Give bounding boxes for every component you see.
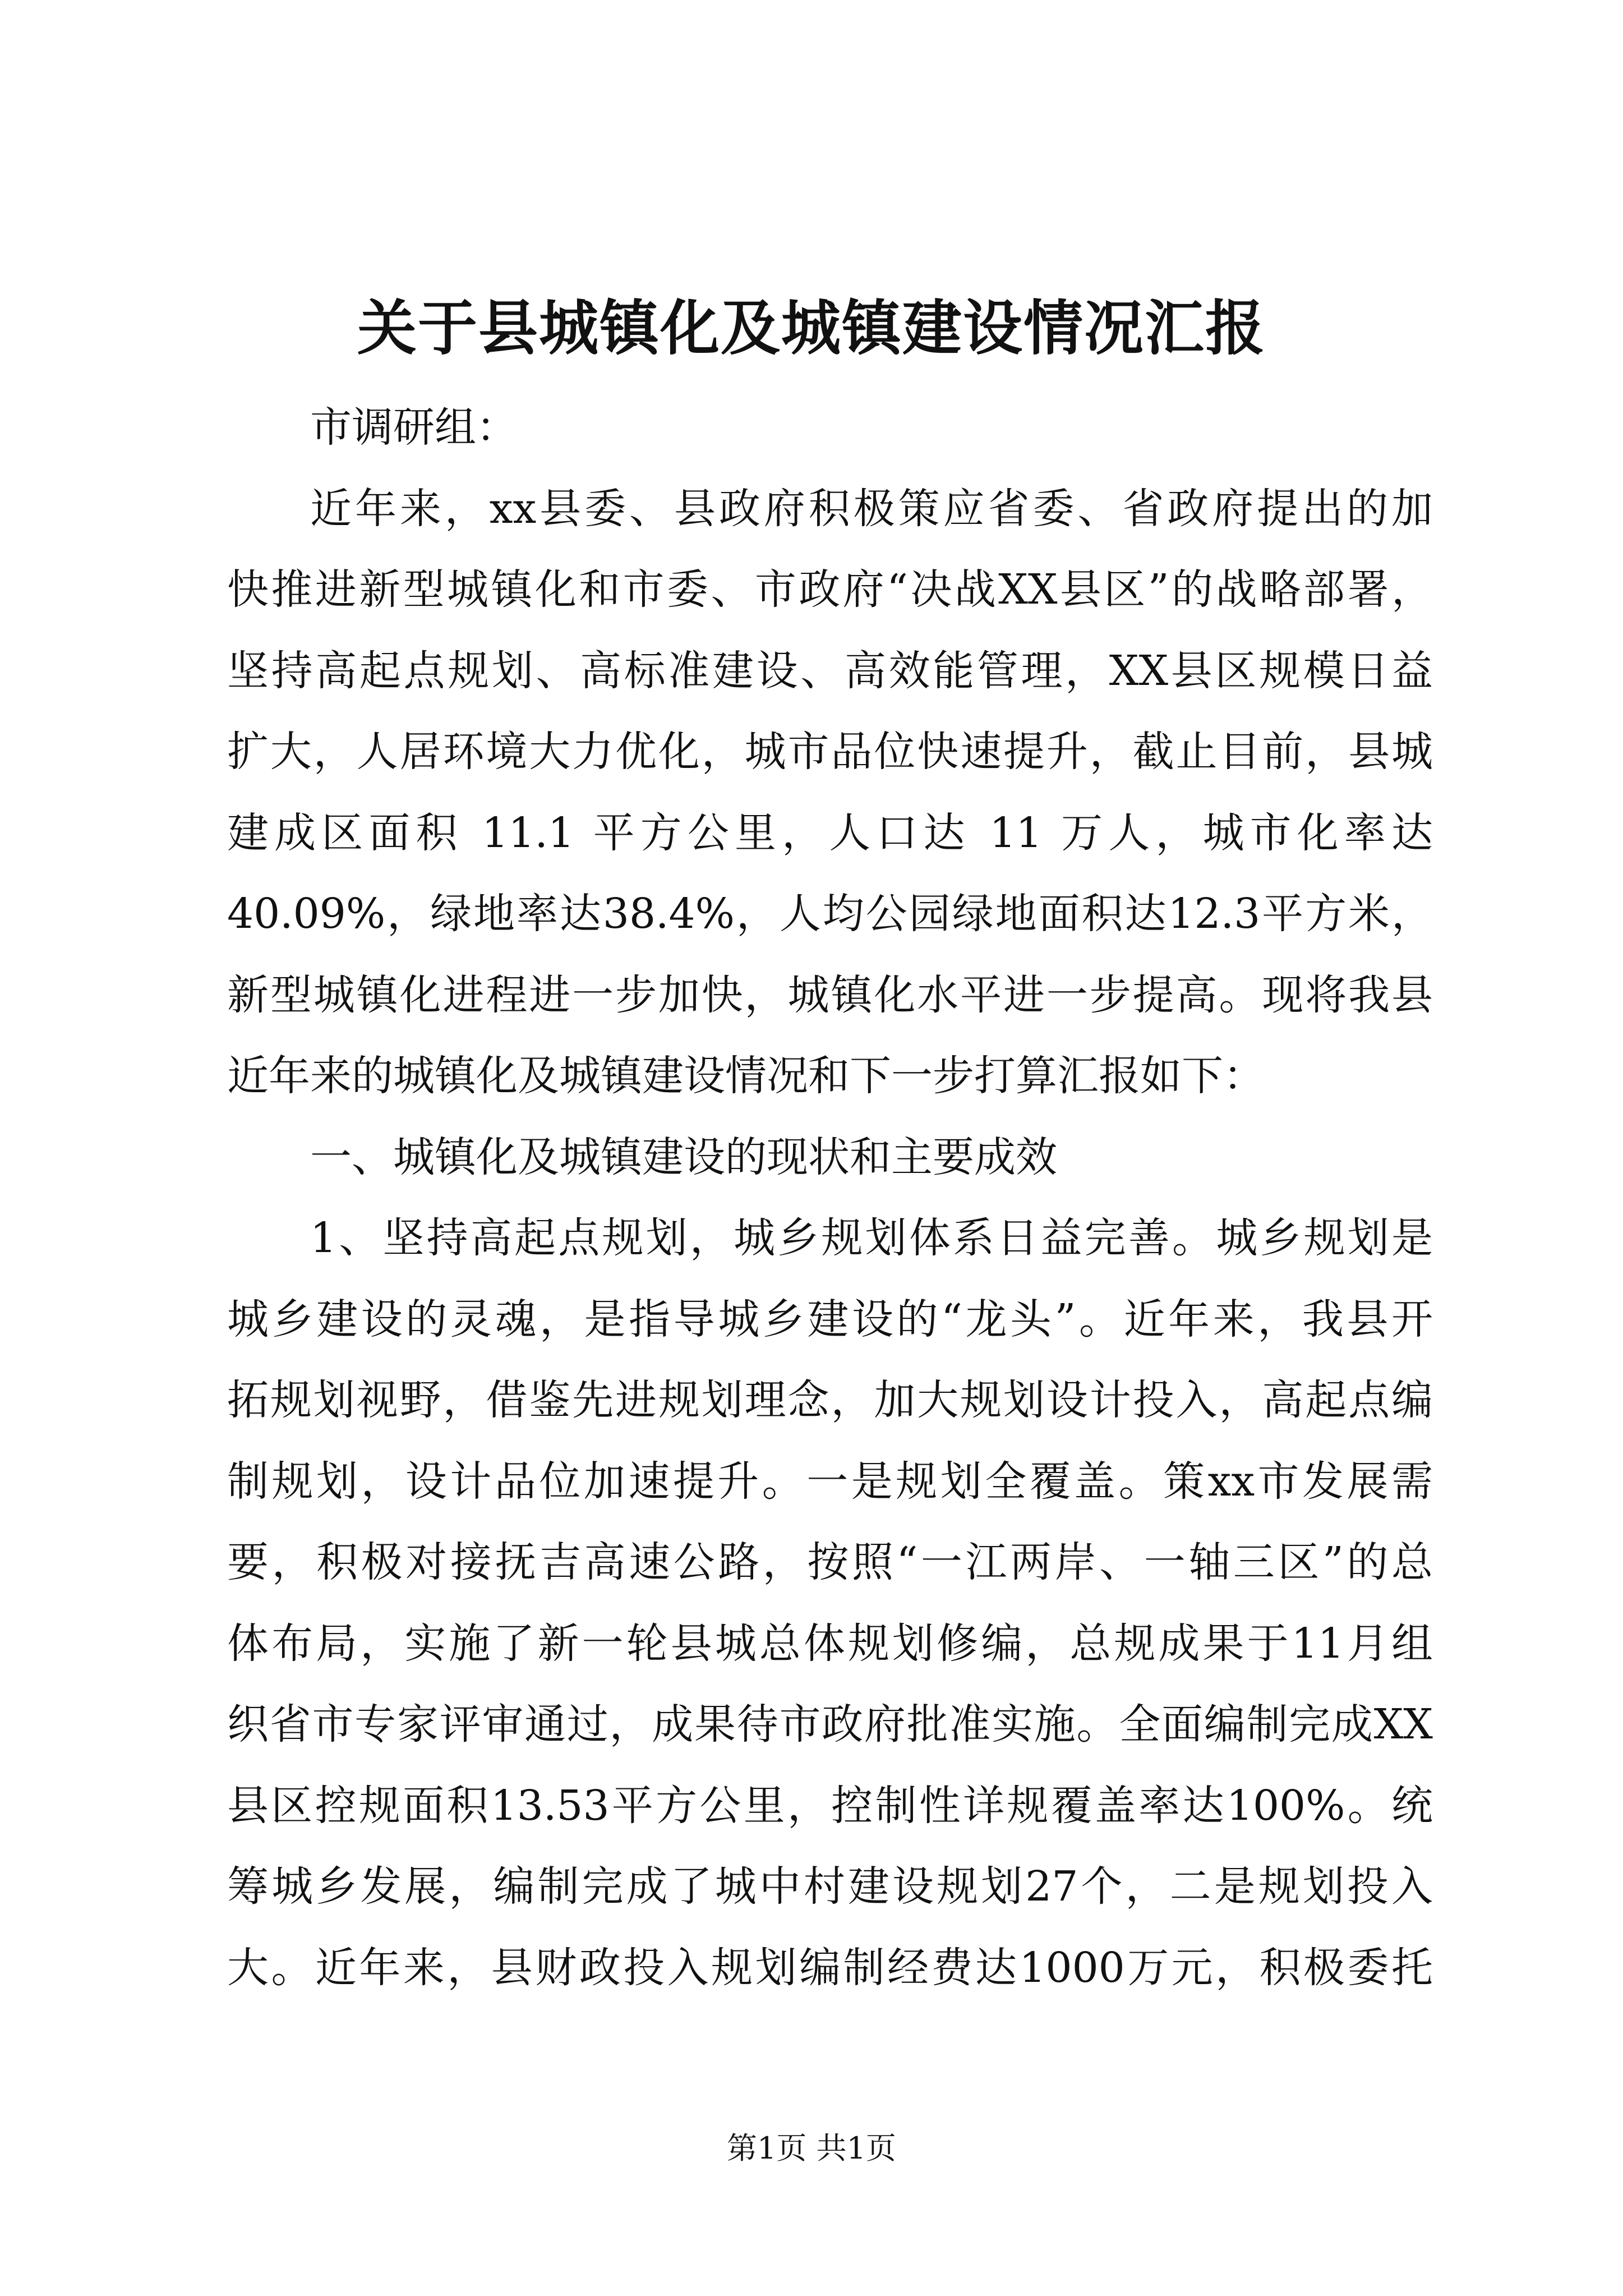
paragraph-line: 建成区面积 11.1 平方公里，人口达 11 万人，城市化率达 [227,808,1433,857]
paragraph-line: 新型城镇化进程进一步加快，城镇化水平进一步提高。现将我县 [227,970,1433,1019]
document-body [227,387,1433,2008]
paragraph-line: 筹城乡发展，编制完成了城中村建设规划27个，二是规划投入 [227,1862,1433,1911]
paragraph-line: 大。近年来，县财政投入规划编制经费达1000万元，积极委托 [227,1943,1433,1992]
paragraph-line: 要，积极对接抚吉高速公路，按照“一江两岸、一轴三区”的总 [227,1538,1433,1586]
paragraph-line: 40.09%，绿地率达38.4%，人均公园绿地面积达12.3平方米， [227,890,1433,938]
page-footer: 第1页 共1页 [727,2131,896,2166]
paragraph-line: 体布局，实施了新一轮县城总体规划修编，总规成果于11月组 [227,1619,1433,1668]
paragraph-line: 织省市专家评审通过，成果待市政府批准实施。全面编制完成XX [227,1700,1433,1749]
section-heading: 一、城镇化及城镇建设的现状和主要成效 [310,1133,1057,1181]
paragraph-line: 近年来的城镇化及城镇建设情况和下一步打算汇报如下： [227,1052,1265,1100]
paragraph-line: 制规划，设计品位加速提升。一是规划全覆盖。策xx市发展需 [227,1457,1433,1506]
paragraph-line: 1、坚持高起点规划，城乡规划体系日益完善。城乡规划是 [310,1214,1433,1262]
paragraph-line: 城乡建设的灵魂，是指导城乡建设的“龙头”。近年来，我县开 [227,1295,1433,1343]
paragraph-line: 扩大，人居环境大力优化，城市品位快速提升，截止目前，县城 [227,728,1433,776]
paragraph-line: 拓规划视野，借鉴先进规划理念，加大规划设计投入，高起点编 [227,1376,1433,1424]
document-title: 关于县城镇化及城镇建设情况汇报 [357,293,1266,363]
paragraph-line: 近年来，xx县委、县政府积极策应省委、省政府提出的加 [310,484,1433,533]
paragraph-line: 坚持高起点规划、高标准建设、高效能管理，XX县区规模日益 [227,646,1433,695]
salutation-line: 市调研组： [310,403,518,452]
paragraph-line: 县区控规面积13.53平方公里，控制性详规覆盖率达100%。统 [227,1781,1433,1830]
paragraph-line: 快推进新型城镇化和市委、市政府“决战XX县区”的战略部署， [227,565,1433,614]
